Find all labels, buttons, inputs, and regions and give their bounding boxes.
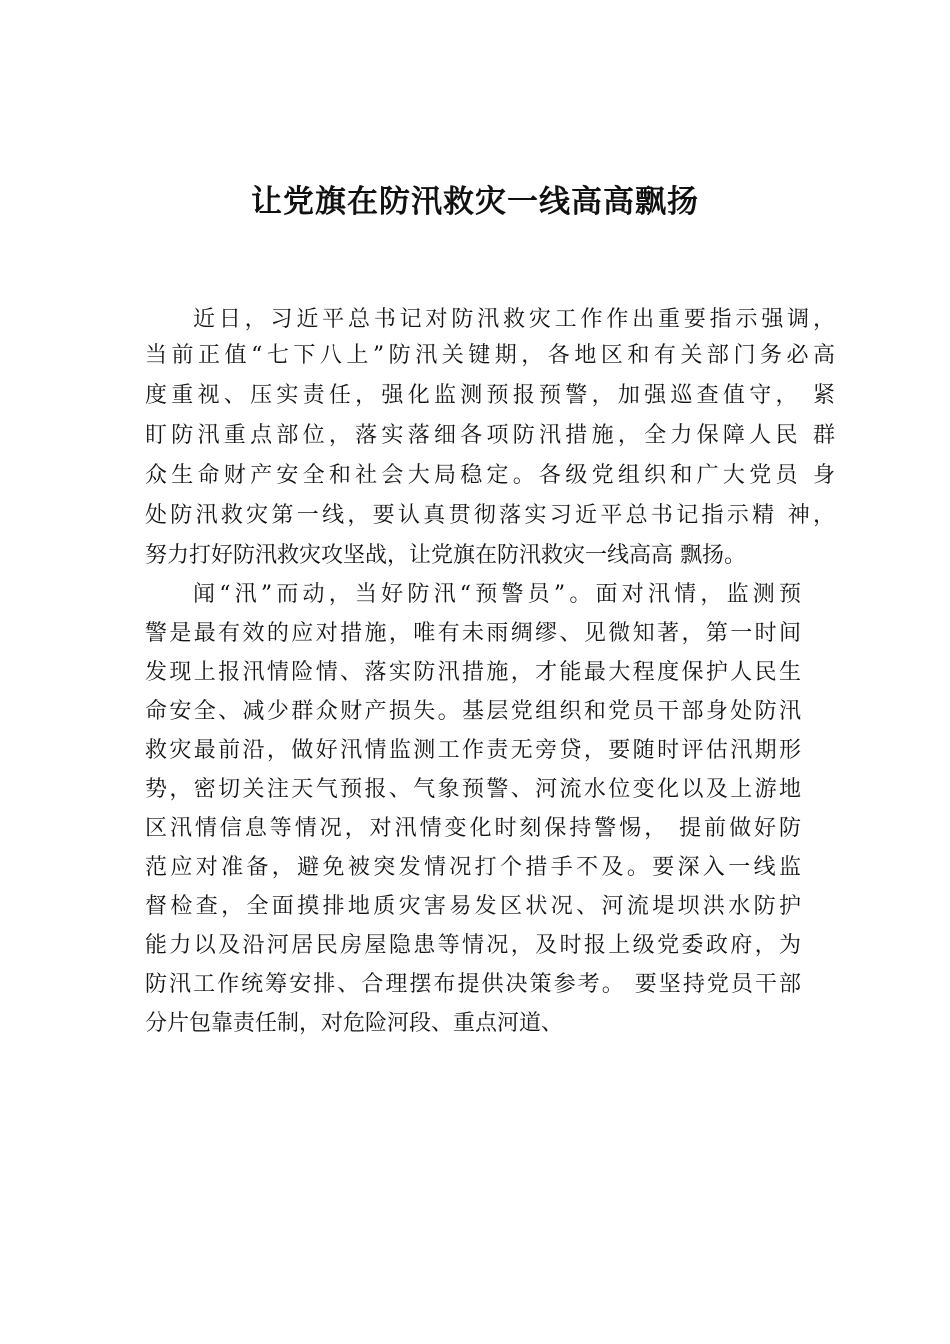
paragraph-line: 度重视、压实责任，强化监测预报预警，加强巡查值守， 紧	[145, 383, 835, 408]
paragraph-line: 近日，习近平总书记对防汛救灾工作作出重要指示强调，	[193, 307, 835, 332]
paragraph-line: 命安全、减少群众财产损失。基层党组织和党员干部身处防汛	[145, 699, 801, 724]
paragraph-line: 势，密切关注天气预报、气象预警、河流水位变化以及上游地	[145, 777, 801, 802]
paragraph-line: 努力打好防汛救灾攻坚战，让党旗在防汛救灾一线高高 飘扬。	[145, 543, 746, 568]
paragraph-line: 闻“汛”而动，当好防汛“预警员”。面对汛情，监测预	[193, 582, 801, 607]
paragraph-line: 防汛工作统筹安排、合理摆布提供决策参考。 要坚持党员干部	[145, 972, 801, 997]
paragraph-line: 处防汛救灾第一线，要认真贯彻落实习近平总书记指示精 神，	[145, 503, 835, 528]
document-title: 让党旗在防汛救灾一线高高飘扬	[251, 184, 699, 220]
paragraph-line: 范应对准备，避免被突发情况打个措手不及。要深入一线监	[145, 855, 801, 880]
paragraph-line: 区汛情信息等情况，对汛情变化时刻保持警惕， 提前做好防	[145, 816, 801, 841]
paragraph-line: 救灾最前沿，做好汛情监测工作责无旁贷，要随时评估汛期形	[145, 738, 801, 763]
paragraph-line: 督检查，全面摸排地质灾害易发区状况、河流堤坝洪水防护	[145, 894, 801, 919]
paragraph-line: 众生命财产安全和社会大局稳定。各级党组织和广大党员 身	[145, 463, 835, 488]
paragraph-line: 分片包靠责任制，对危险河段、重点河道、	[145, 1011, 564, 1036]
paragraph-line: 能力以及沿河居民房屋隐患等情况，及时报上级党委政府，为	[145, 933, 801, 958]
paragraph-line: 警是最有效的应对措施，唯有未雨绸缪、见微知著，第一时间	[145, 621, 801, 646]
paragraph-line: 发现上报汛情险情、落实防汛措施，才能最大程度保护人民生	[145, 660, 801, 685]
paragraph-line: 盯防汛重点部位，落实落细各项防汛措施，全力保障人民 群	[145, 423, 835, 448]
paragraph-line: 当前正值“七下八上”防汛关键期，各地区和有关部门务必高	[145, 343, 835, 368]
